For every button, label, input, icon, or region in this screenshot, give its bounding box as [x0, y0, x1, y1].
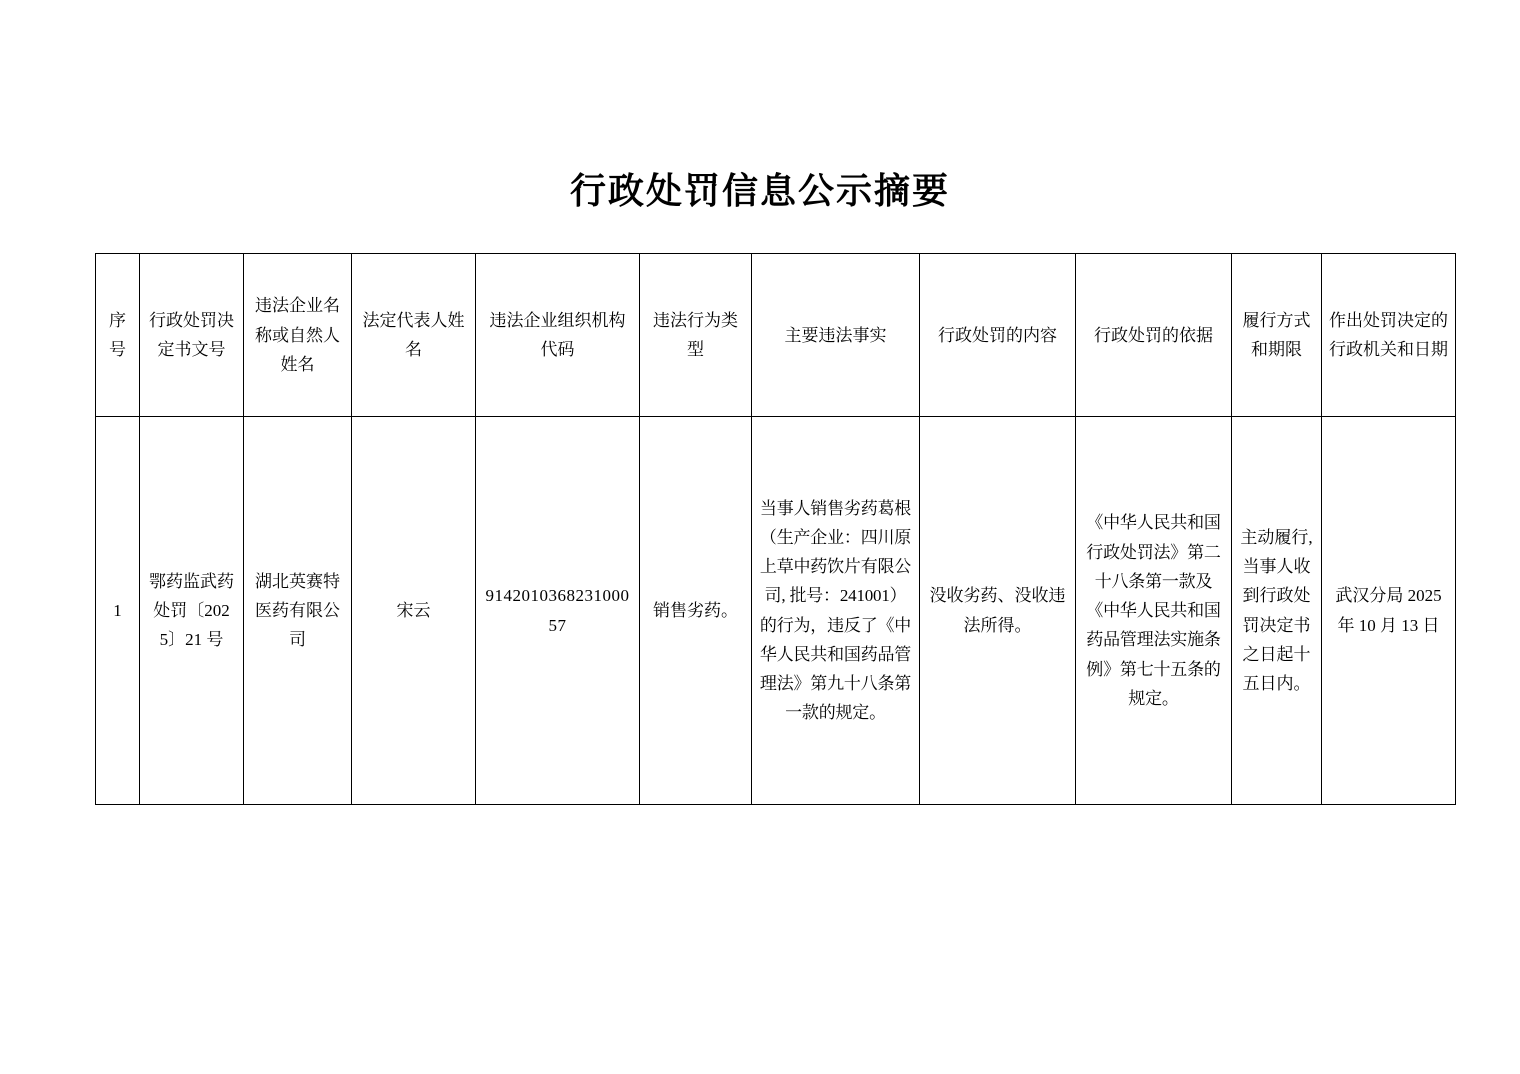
cell-authority-date: 武汉分局 2025 年 10 月 13 日 [1322, 417, 1456, 805]
column-header-seq: 序号 [96, 254, 140, 417]
cell-doc-no: 鄂药监武药处罚〔2025〕21 号 [140, 417, 244, 805]
table-body [96, 417, 1456, 805]
cell-legal-basis: 《中华人民共和国行政处罚法》第二十八条第一款及《中华人民共和国药品管理法实施条例》第七十五条的规定。 [1076, 417, 1232, 805]
cell-violation-type: 销售劣药。 [640, 417, 752, 805]
cell-org-code: 914201036823100057 [476, 417, 640, 805]
cell-main-facts: 当事人销售劣药葛根（生产企业：四川原上草中药饮片有限公司, 批号：241001）的行为，违反了《中华人民共和国药品管理法》第九十八条第一款的规定。 [752, 417, 920, 805]
cell-entity-name: 湖北英赛特医药有限公司 [244, 417, 352, 805]
cell-fulfillment: 主动履行, 当事人收到行政处罚决定书之日起十五日内。 [1232, 417, 1322, 805]
column-header-entity-name: 违法企业名称或自然人姓名 [244, 254, 352, 417]
table-container [95, 253, 1448, 805]
column-header-fulfillment: 履行方式和期限 [1232, 254, 1322, 417]
column-header-doc-no: 行政处罚决定书文号 [140, 254, 244, 417]
penalty-info-table [95, 253, 1456, 805]
cell-penalty-content: 没收劣药、没收违法所得。 [920, 417, 1076, 805]
page-title: 行政处罚信息公示摘要 [569, 171, 950, 211]
column-header-penalty-content: 行政处罚的内容 [920, 254, 1076, 417]
table-header [96, 254, 1456, 417]
table-header-row [96, 254, 1456, 417]
cell-seq: 1 [96, 417, 140, 805]
column-header-main-facts: 主要违法事实 [752, 254, 920, 417]
column-header-authority-date: 作出处罚决定的行政机关和日期 [1322, 254, 1456, 417]
cell-legal-rep: 宋云 [352, 417, 476, 805]
column-header-legal-rep: 法定代表人姓名 [352, 254, 476, 417]
column-header-violation-type: 违法行为类型 [640, 254, 752, 417]
column-header-legal-basis: 行政处罚的依据 [1076, 254, 1232, 417]
column-header-org-code: 违法企业组织机构代码 [476, 254, 640, 417]
table-row [96, 417, 1456, 805]
